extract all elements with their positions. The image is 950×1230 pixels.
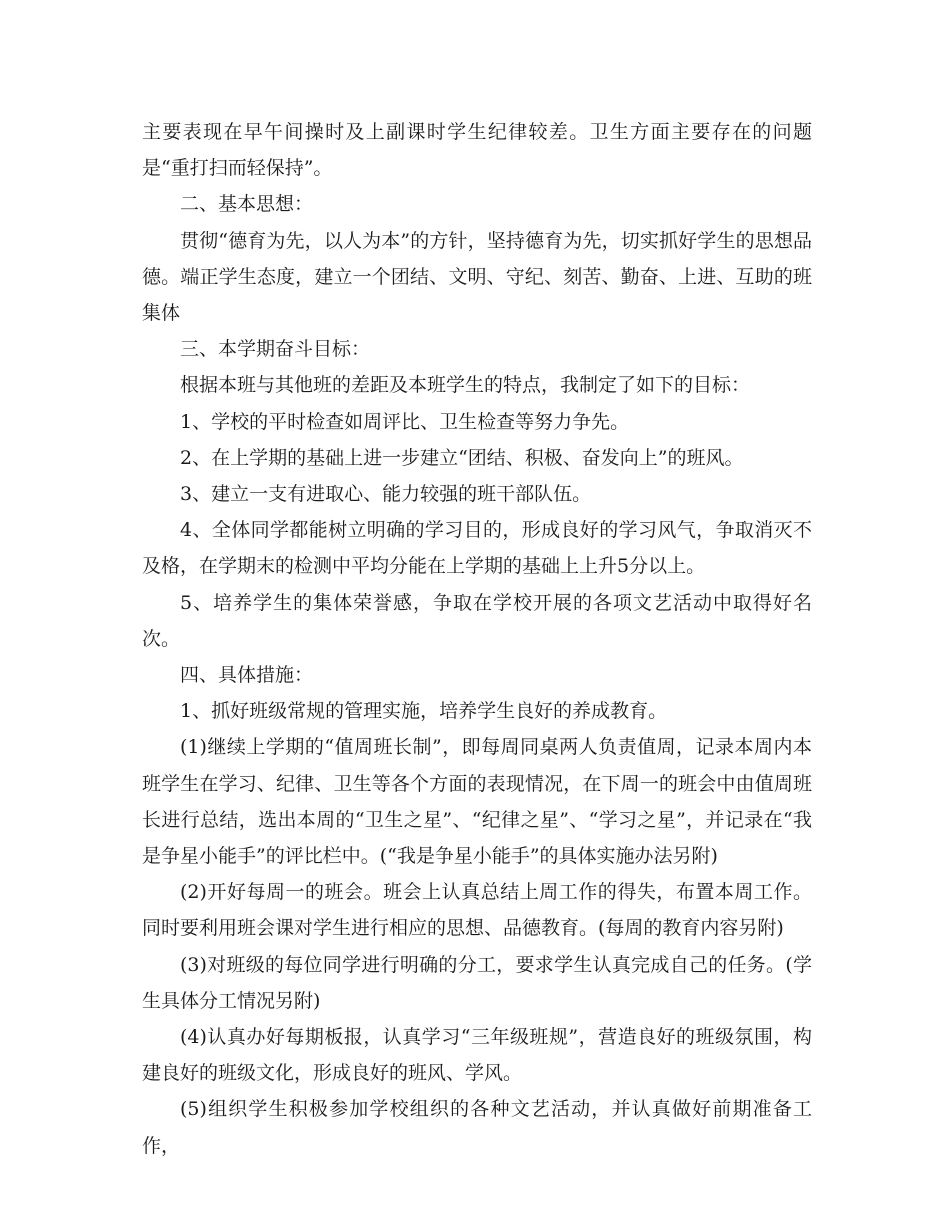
measure-subitem-2: (2)开好每周一的班会。班会上认真总结上周工作的得失，布置本周工作。同时要利用班会课对学生进行相应的思想、品德教育。(每周的教育内容另附)	[142, 881, 812, 940]
measure-subitem-5: (5)组织学生积极参加学校组织的各种文艺活动，并认真做好前期准备工作，	[142, 1098, 812, 1157]
measure-subitem-4: (4)认真办好每期板报，认真学习“三年级班规”，营造良好的班级氛围，构建良好的班级文化，形成良好的班风、学风。	[142, 1026, 812, 1085]
measure-item-1: 1、抓好班级常规的管理实施，培养学生良好的养成教育。	[180, 700, 668, 723]
goal-item-5: 5、培养学生的集体荣誉感，争取在学校开展的各项文艺活动中取得好名次。	[142, 591, 812, 650]
goal-item-2: 2、在上学期的基础上进一步建立“团结、积极、奋发向上”的班风。	[180, 446, 744, 469]
heading-basic-ideas: 二、基本思想：	[180, 193, 314, 216]
paragraph-4: 根据本班与其他班的差距及本班学生的特点，我制定了如下的目标：	[180, 374, 751, 397]
paragraph-2: 贯彻“德育为先，以人为本”的方针，坚持德育为先，切实抓好学生的思想品德。端正学生态度，建立一个团结、文明、守纪、刻苦、勤奋、上进、互助的班集体	[142, 229, 812, 325]
measure-subitem-3: (3)对班级的每位同学进行明确的分工，要求学生认真完成自己的任务。(学生具体分工情况另附)	[142, 953, 812, 1012]
paragraph-0: 主要表现在早午间操时及上副课时学生纪律较差。卫生方面主要存在的问题是“重打扫而轻保持”。	[142, 121, 812, 180]
goal-item-3: 3、建立一支有进取心、能力较强的班干部队伍。	[180, 483, 592, 506]
measure-subitem-1: (1)继续上学期的“值周班长制”，即每周同桌两人负责值周，记录本周内本班学生在学习、纪律、卫生等各个方面的表现情况，在下周一的班会中由值周班长进行总结，选出本周的“卫生之星”、“纪律之星”、“学习之星”，并记录在“我是争星小能手”的评比栏中。(“我是争星小能手”的具体实施办法另附)	[142, 736, 812, 868]
heading-semester-goals: 三、本学期奋斗目标：	[180, 338, 371, 361]
document-body	[142, 114, 812, 1164]
heading-measures: 四、具体措施：	[180, 664, 314, 687]
goal-item-4: 4、全体同学都能树立明确的学习目的，形成良好的学习风气，争取消灭不及格，在学期末的检测中平均分能在上学期的基础上上升5分以上。	[142, 519, 812, 578]
goal-item-1: 1、学校的平时检查如周评比、卫生检查等努力争先。	[180, 410, 630, 433]
